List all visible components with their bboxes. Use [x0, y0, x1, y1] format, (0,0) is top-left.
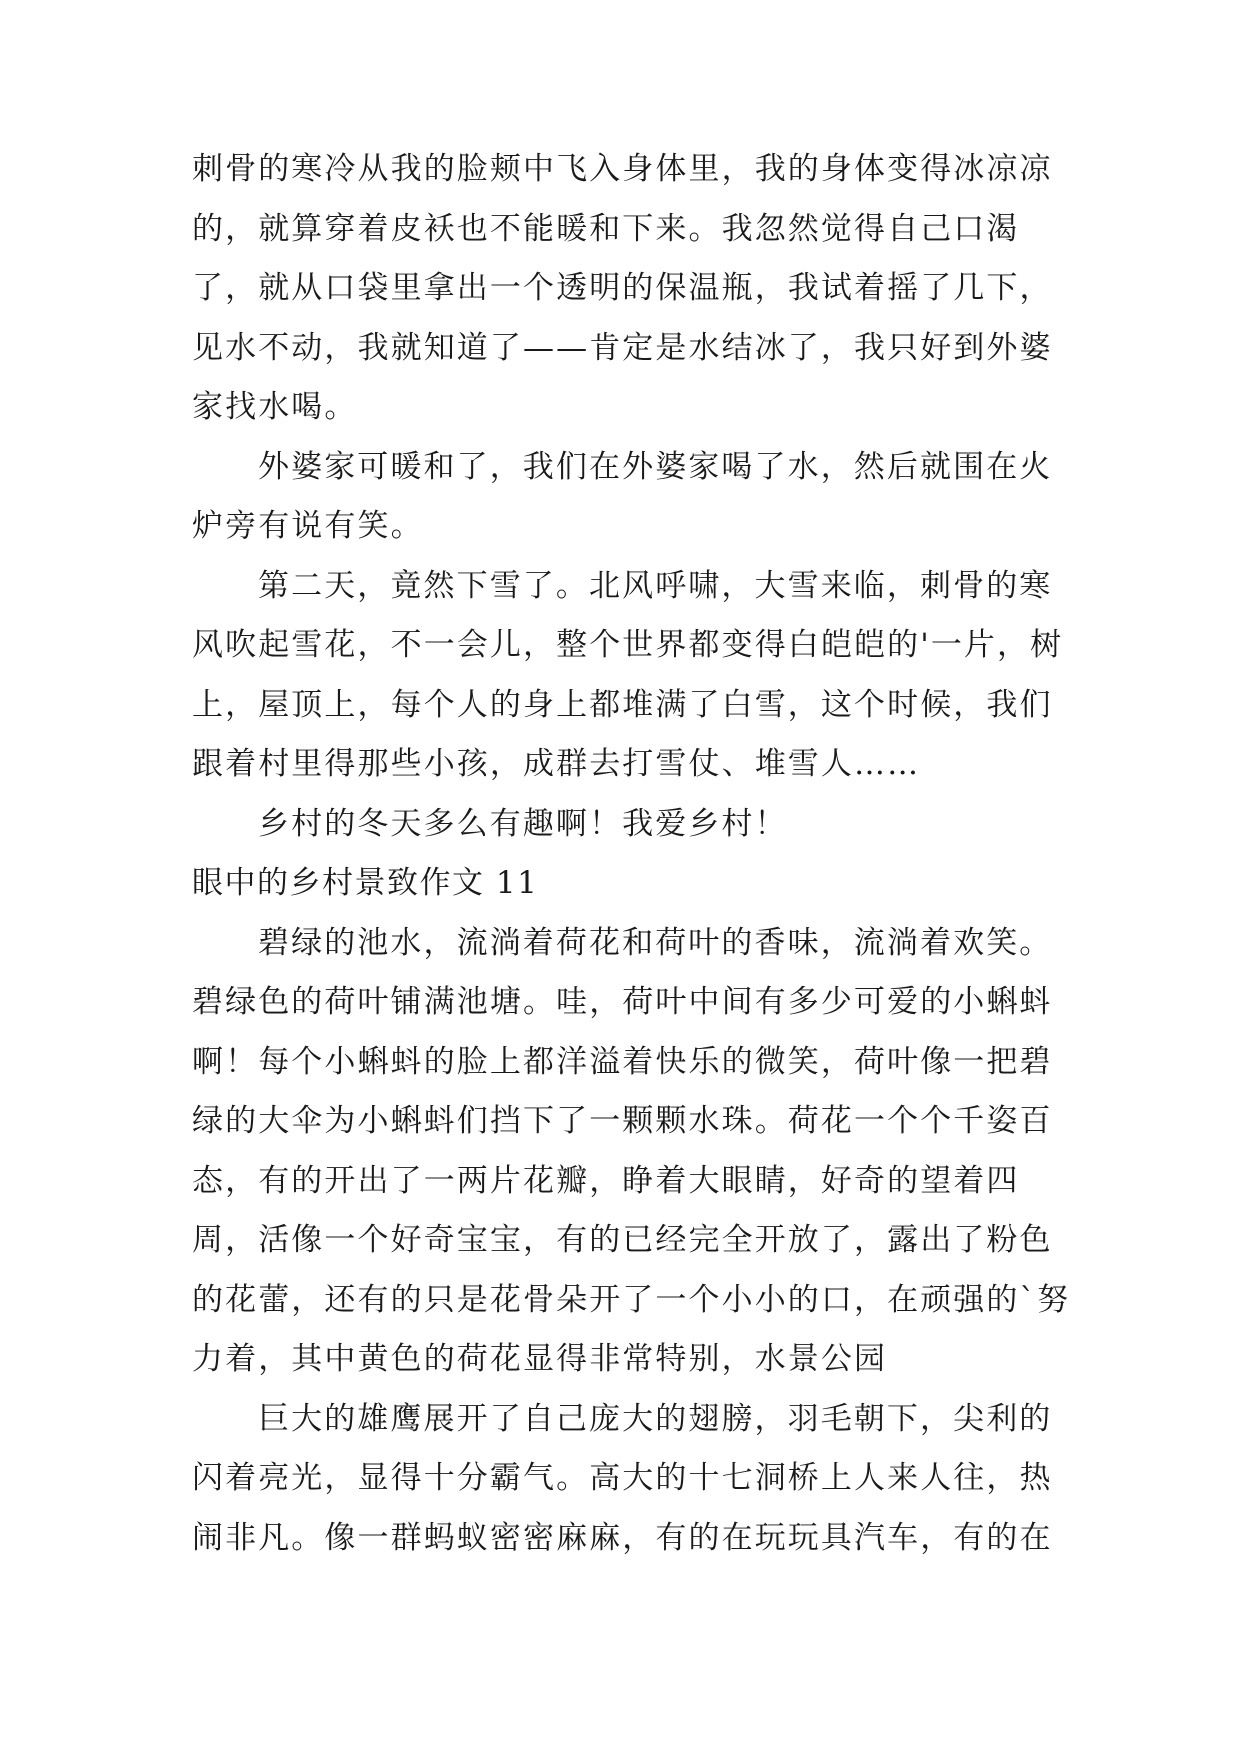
paragraph: 碧绿的池水，流淌着荷花和荷叶的香味，流淌着欢笑。碧绿色的荷叶铺满池塘。哇，荷叶中间有多少可爱的小蝌蚪啊！每个小蝌蚪的脸上都洋溢着快乐的微笑，荷叶像一把碧绿的大伞为小蝌蚪们挡下了一颗颗水珠。荷花一个个千姿百态，有的开出了一两片花瓣，睁着大眼睛，好奇的望着四周，活像一个好奇宝宝，有的已经完全开放了，露出了粉色的花蕾，还有的只是花骨朵开了一个小小的口，在顽强的`努力着，其中黄色的荷花显得非常特别，水景公园	[192, 924, 1071, 1377]
paragraph: 巨大的雄鹰展开了自己庞大的翅膀，羽毛朝下，尖利的闪着亮光，显得十分霸气。高大的十七洞桥上人来人往，热闹非凡。像一群蚂蚁密密麻麻，有的在玩玩具汽车，有的在	[192, 1400, 1053, 1556]
paragraph: 外婆家可暖和了，我们在外婆家喝了水，然后就围在火炉旁有说有笑。	[192, 448, 1053, 544]
paragraph: 第二天，竟然下雪了。北风呼啸，大雪来临，刺骨的寒风吹起雪花，不一会儿，整个世界都变得白皑皑的'一片，树上，屋顶上，每个人的身上都堆满了白雪，这个时候，我们跟着村里得那些小孩，成群去打雪仗、堆雪人……	[192, 567, 1064, 782]
section-heading: 眼中的乡村景致作文 11	[192, 865, 539, 901]
paragraph: 刺骨的寒冷从我的脸颊中飞入身体里，我的身体变得冰凉凉的，就算穿着皮袄也不能暖和下来。我忽然觉得自己口渴了，就从口袋里拿出一个透明的保温瓶，我试着摇了几下，见水不动，我就知道了——肯定是水结冰了，我只好到外婆家找水喝。	[192, 151, 1053, 425]
paragraph: 乡村的冬天多么有趣啊！我爱乡村！	[258, 805, 788, 842]
document-body	[192, 140, 1072, 1568]
